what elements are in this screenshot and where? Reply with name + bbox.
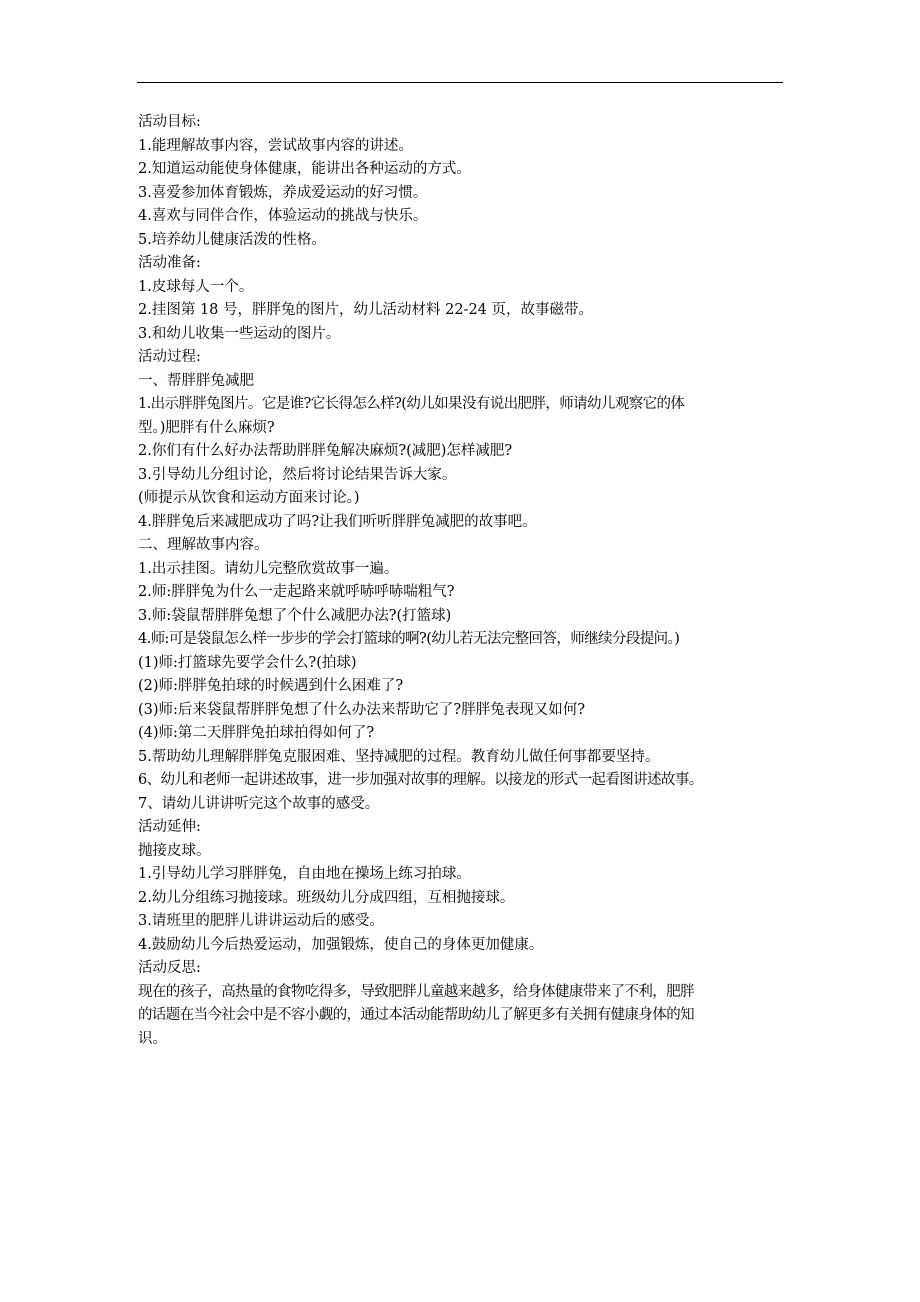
extension-item: 4.鼓励幼儿今后热爱运动，加强锻炼，使自己的身体更加健康。 [138, 936, 544, 953]
process-item: 2.你们有什么好办法帮助胖胖兔解决麻烦?(减肥)怎样减肥? [138, 443, 513, 459]
process-item: 7、请幼儿讲讲听完这个故事的感受。 [138, 795, 380, 812]
heading-activity-extension: 活动延伸: [138, 819, 201, 835]
subheading-part-one: 一、帮胖胖兔减肥 [138, 372, 254, 389]
goal-item: 4.喜欢与同伴合作，体验运动的挑战与快乐。 [138, 208, 428, 224]
process-item: 1.出示胖胖兔图片。它是谁?它长得怎么样?(幼儿如果没有说出肥胖，师请幼儿观察它的体 [138, 396, 685, 412]
process-item: 4.师:可是袋鼠怎么样一步步的学会打篮球的啊?(幼儿若无法完整回答，师继续分段提问。) [138, 631, 680, 647]
heading-activity-goals: 活动目标: [138, 114, 201, 130]
extension-item: 1.引导幼儿学习胖胖兔，自由地在操场上练习拍球。 [138, 866, 471, 882]
preparation-item: 2.挂图第 18 号，胖胖兔的图片，幼儿活动材料 22-24 页，故事磁带。 [138, 302, 594, 318]
process-subitem: (3)师:后来袋鼠帮胖胖兔想了什么办法来帮助它了?胖胖兔表现又如何? [138, 701, 585, 718]
process-subitem: (1)师:打篮球先要学会什么?(拍球) [138, 654, 357, 671]
extension-item: 2.幼儿分组练习抛接球。班级幼儿分成四组，互相抛接球。 [138, 889, 515, 906]
header-rule [137, 82, 783, 83]
preparation-item: 3.和幼儿收集一些运动的图片。 [138, 325, 341, 342]
process-item: 4.胖胖兔后来减肥成功了吗?让我们听听胖胖兔减肥的故事吧。 [138, 513, 537, 530]
reflection-paragraph-line: 现在的孩子，高热量的食物吃得多，导致肥胖儿童越来越多，给身体健康带来了不利，肥胖 [138, 983, 694, 1000]
process-item: 6、幼儿和老师一起讲述故事，进一步加强对故事的理解。以接龙的形式一起看图讲述故事。 [138, 772, 703, 788]
extension-item: 3.请班里的肥胖儿讲讲运动后的感受。 [138, 913, 384, 929]
goal-item: 1.能理解故事内容，尝试故事内容的讲述。 [138, 137, 413, 154]
goal-item: 5.培养幼儿健康活泼的性格。 [138, 231, 326, 248]
heading-activity-process: 活动过程: [138, 349, 201, 365]
process-subitem: (2)师:胖胖兔拍球的时候遇到什么困难了? [138, 678, 404, 694]
reflection-paragraph-line: 识。 [138, 1030, 167, 1047]
process-note: (师提示从饮食和运动方面来讨论。) [138, 490, 360, 506]
process-item: 1.出示挂图。请幼儿完整欣赏故事一遍。 [138, 560, 399, 577]
reflection-paragraph-line: 的话题在当今社会中是不容小觑的，通过本活动能帮助幼儿了解更多有关拥有健康身体的知 [138, 1007, 694, 1023]
document-body [138, 111, 788, 1051]
process-item: 3.师:袋鼠帮胖胖兔想了个什么减肥办法?(打篮球) [138, 607, 452, 624]
process-subitem: (4)师:第二天胖胖兔拍球拍得如何了? [138, 725, 375, 741]
subheading-part-two: 二、理解故事内容。 [138, 537, 269, 553]
heading-activity-preparation: 活动准备: [138, 255, 201, 271]
process-item: 2.师:胖胖兔为什么一走起路来就呼哧呼哧喘粗气? [138, 584, 455, 600]
process-item: 5.帮助幼儿理解胖胖兔克服困难、坚持减肥的过程。教育幼儿做任何事都要坚持。 [138, 748, 660, 765]
preparation-item: 1.皮球每人一个。 [138, 278, 254, 295]
goal-item: 2.知道运动能使身体健康，能讲出各种运动的方式。 [138, 161, 471, 177]
extension-title: 抛接皮球。 [138, 842, 211, 859]
goal-item: 3.喜爱参加体育锻炼，养成爱运动的好习惯。 [138, 184, 428, 201]
process-item-continued: 型。)肥胖有什么麻烦? [138, 419, 275, 436]
heading-activity-reflection: 活动反思: [138, 960, 201, 976]
process-item: 3.引导幼儿分组讨论，然后将讨论结果告诉大家。 [138, 466, 457, 483]
